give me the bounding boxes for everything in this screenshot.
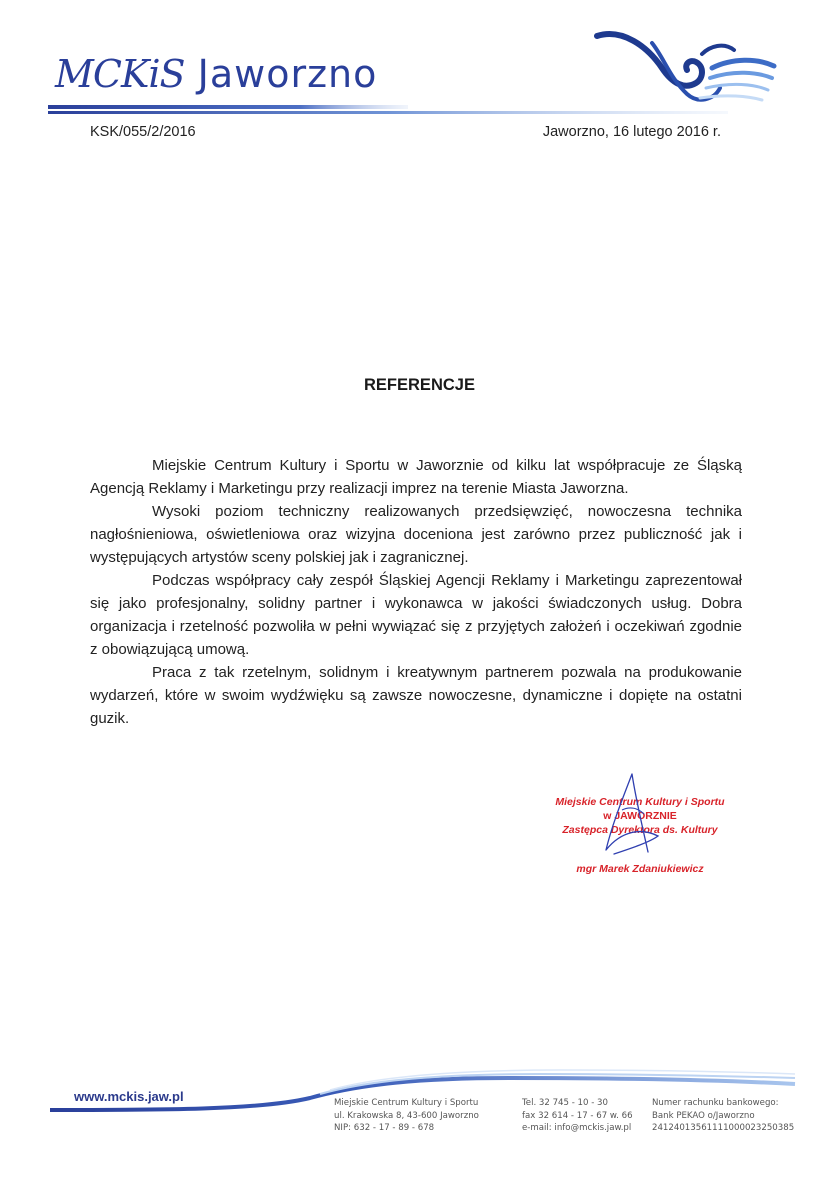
handwritten-signature — [592, 770, 672, 860]
logo-city-text: Jaworzno — [197, 52, 378, 96]
body-paragraph: Praca z tak rzetelnym, solidnym i kreatywnym partnerem pozwala na produkowanie wydarzeń, które w swoim wydźwięku są zawsze nowoczesne, dynamiczne i dopięte na ostatni guzik. — [90, 664, 742, 727]
body-paragraph: Wysoki poziom techniczny realizowanych przedsięwzięć, nowoczesna technika nagłośnieniowa, oświetleniowa oraz wizyjna doceniona jest zarówno przez publiczność jak i występujących artystów sceny polskiej jak i zagranicznej. — [90, 503, 742, 566]
document-date: Jaworzno, 16 lutego 2016 r. — [542, 124, 721, 140]
footer-email[interactable]: e-mail: info@mckis.jaw.pl — [522, 1123, 632, 1133]
footer-bank-label: Numer rachunku bankowego: — [652, 1098, 779, 1108]
footer-fax: fax 32 614 - 17 - 67 w. 66 — [522, 1110, 633, 1121]
logo-mark-text: MCKiS — [55, 52, 185, 96]
logo-wordmark — [55, 52, 377, 96]
footer-address-line: NIP: 632 - 17 - 89 - 678 — [334, 1123, 435, 1133]
footer-phone: Tel. 32 745 - 10 - 30 — [522, 1098, 608, 1108]
footer-address — [334, 1097, 479, 1135]
body-paragraph: Miejskie Centrum Kultury i Sportu w Jaworznie od kilku lat współpracuje ze Śląską Agencją Reklamy i Marketingu przy realizacji imprez na terenie Miasta Jaworzna. — [90, 457, 742, 497]
footer-bank-name: Bank PEKAO o/Jaworzno — [652, 1110, 755, 1121]
website-link[interactable]: www.mckis.jaw.pl — [74, 1089, 184, 1104]
header-rule-accent — [48, 104, 408, 110]
stamp-signatory-name: mgr Marek Zdaniukiewicz — [576, 863, 704, 875]
bird-logo-icon — [592, 28, 777, 113]
footer-address-line: Miejskie Centrum Kultury i Sportu — [334, 1098, 479, 1108]
footer-bank-account: 24124013561111000023250385 — [652, 1123, 795, 1133]
stamp-line-institution: Miejskie Centrum Kultury i Sportu — [555, 796, 725, 808]
stamp-line-city: w JAWORZNIE — [603, 810, 677, 822]
footer-contact — [522, 1097, 633, 1135]
document-body — [90, 454, 742, 730]
footer-bank — [652, 1097, 794, 1135]
reference-number: KSK/055/2/2016 — [90, 124, 196, 140]
footer-address-line: ul. Krakowska 8, 43-600 Jaworzno — [334, 1110, 479, 1121]
stamp-line-position: Zastępca Dyrektora ds. Kultury — [562, 824, 718, 836]
document-title: REFERENCJE — [364, 376, 475, 394]
body-paragraph: Podczas współpracy cały zespół Śląskiej Agencji Reklamy i Marketingu zaprezentował się jako profesjonalny, solidny partner i wykonawca w jakości świadczonych usług. Dobra organizacja i rzetelność pozwoliła w pełni wywiązać się z przyjętych założeń i oczekiwań zgodnie z obowiązującą umową. — [90, 572, 742, 658]
